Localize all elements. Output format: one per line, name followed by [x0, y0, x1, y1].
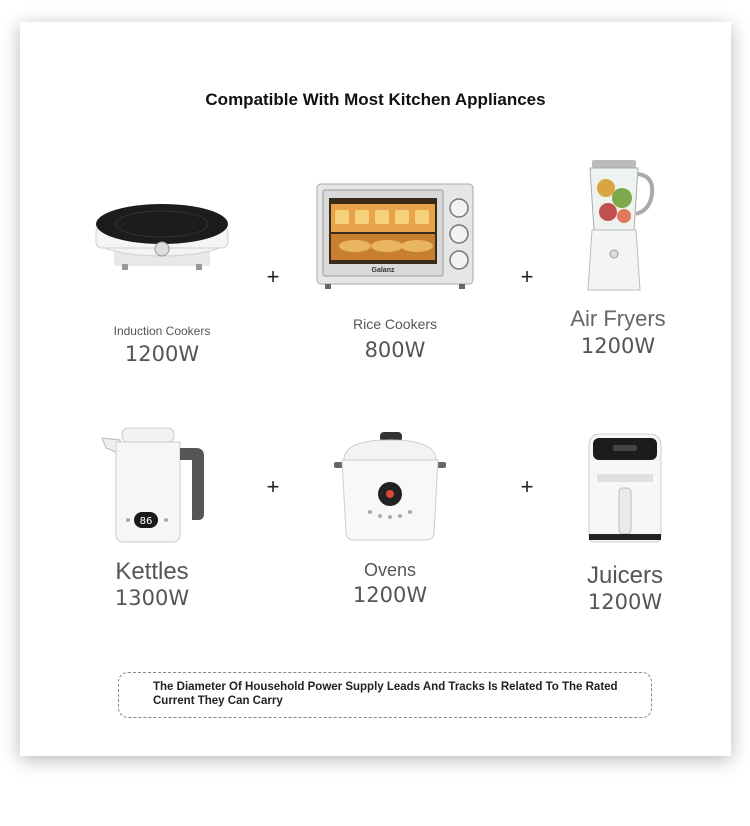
item-power: 1200W	[124, 342, 200, 366]
air-fryer-icon	[583, 432, 667, 544]
item-power: 1300W	[114, 586, 190, 610]
item-air-fryer	[518, 158, 718, 358]
item-kettle	[52, 424, 252, 610]
rice-cooker-icon	[330, 430, 450, 542]
kettle-icon	[96, 424, 208, 546]
item-power: 1200W	[580, 334, 656, 358]
plus-separator: +	[266, 264, 280, 289]
item-name: Kettles	[115, 558, 189, 585]
oven-icon	[315, 182, 475, 290]
note-text: The Diameter Of Household Power Supply Leads And Tracks Is Related To The Rated Current They Can Carry	[153, 681, 618, 707]
item-rice-cooker	[295, 182, 495, 362]
note-box	[118, 672, 652, 718]
oven-brand-label: Galanz	[371, 267, 395, 274]
item-induction-cooker	[62, 200, 262, 366]
item-power: 800W	[364, 338, 426, 362]
item-power: 1200W	[352, 583, 428, 607]
item-name: Juicers	[586, 562, 664, 589]
blender-icon	[578, 158, 658, 294]
item-name: Air Fryers	[570, 306, 666, 331]
item-oven	[290, 430, 490, 607]
item-juicer	[525, 432, 725, 614]
item-name: Rice Cookers	[352, 316, 438, 332]
item-name: Induction Cookers	[113, 324, 211, 338]
plus-separator: +	[520, 264, 534, 289]
item-name: Ovens	[363, 560, 417, 580]
page-title: Compatible With Most Kitchen Appliances	[205, 90, 546, 109]
product-card	[20, 22, 731, 756]
plus-separator: +	[520, 474, 534, 499]
plus-separator: +	[266, 474, 280, 499]
kettle-display-value: 86	[139, 516, 153, 527]
item-power: 1200W	[587, 590, 663, 614]
induction-cooker-icon	[94, 200, 230, 272]
